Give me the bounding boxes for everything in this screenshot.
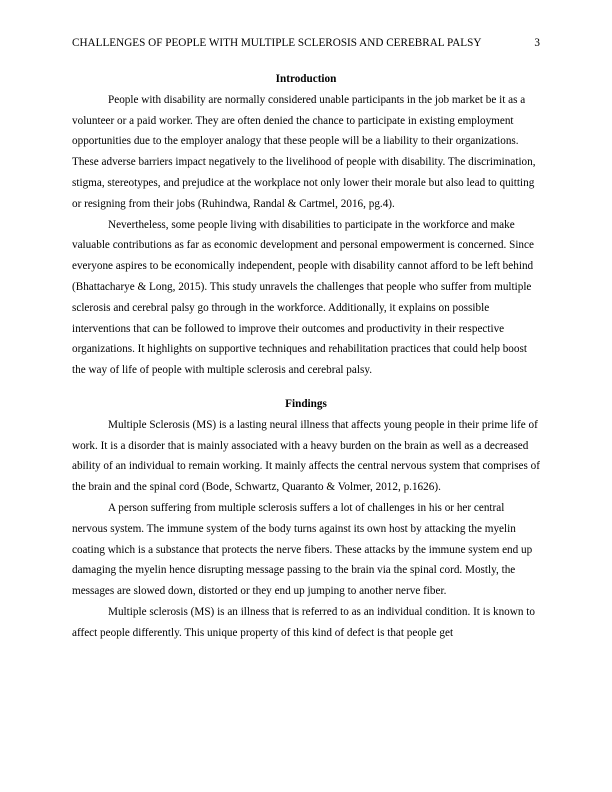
page-number: 3 [534, 37, 540, 49]
document-body [72, 69, 540, 644]
running-head-title: CHALLENGES OF PEOPLE WITH MULTIPLE SCLEROSIS AND CEREBRAL PALSY [72, 37, 482, 49]
introduction-heading: Introduction [275, 73, 337, 85]
introduction-paragraph-1: People with disability are normally considered unable participants in the job market be it as a volunteer or a paid worker. They are often denied the chance to participate in existing employment opportunities due to the employer analogy that these people will be a liability to their organizations. These adverse barriers impact negatively to the livelihood of people with disability. The discrimination, stigma, stereotypes, and prejudice at the workplace not only lower their morale but also lead to quitting or resigning from their jobs (Ruhindwa, Randal & Cartmel, 2016, pg.4). [72, 93, 536, 210]
findings-paragraph-1: Multiple Sclerosis (MS) is a lasting neural illness that affects young people in their prime life of work. It is a disorder that is mainly associated with a heavy burden on the brain as well as a decreased ability of an individual to remain working. It mainly affects the central nervous system that comprises of the brain and the spinal cord (Bode, Schwartz, Quaranto & Volmer, 2012, p.1626). [72, 418, 540, 494]
findings-paragraph-3: Multiple sclerosis (MS) is an illness that is referred to as an individual condition. It is known to affect people differently. This unique property of this kind of defect is that people get [72, 605, 535, 639]
running-head [72, 34, 540, 52]
findings-paragraph-2: A person suffering from multiple sclerosis suffers a lot of challenges in his or her central nervous system. The immune system of the body turns against its own host by attacking the myelin coating which is a substance that protects the nerve fibers. These attacks by the immune system end up damaging the myelin hence disrupting message passing to the brain via the spinal cord. Mostly, the messages are slowed down, distorted or they end up jumping to another nerve fiber. [72, 501, 533, 598]
findings-heading: Findings [285, 397, 327, 410]
introduction-paragraph-2: Nevertheless, some people living with disabilities to participate in the workforce and make valuable contributions as far as economic development and personal empowerment is concerned. Since everyone aspires to be economically independent, people with disability cannot afford to be left behind (Bhattacharye & Long, 2015). This study unravels the challenges that people who suffer from multiple sclerosis and cerebral palsy go through in the workforce. Additionally, it explains on possible interventions that can be followed to improve their outcomes and productivity in their respective organizations. It highlights on supportive techniques and rehabilitation practices that could help boost the way of life of people with multiple sclerosis and cerebral palsy. [72, 218, 534, 377]
